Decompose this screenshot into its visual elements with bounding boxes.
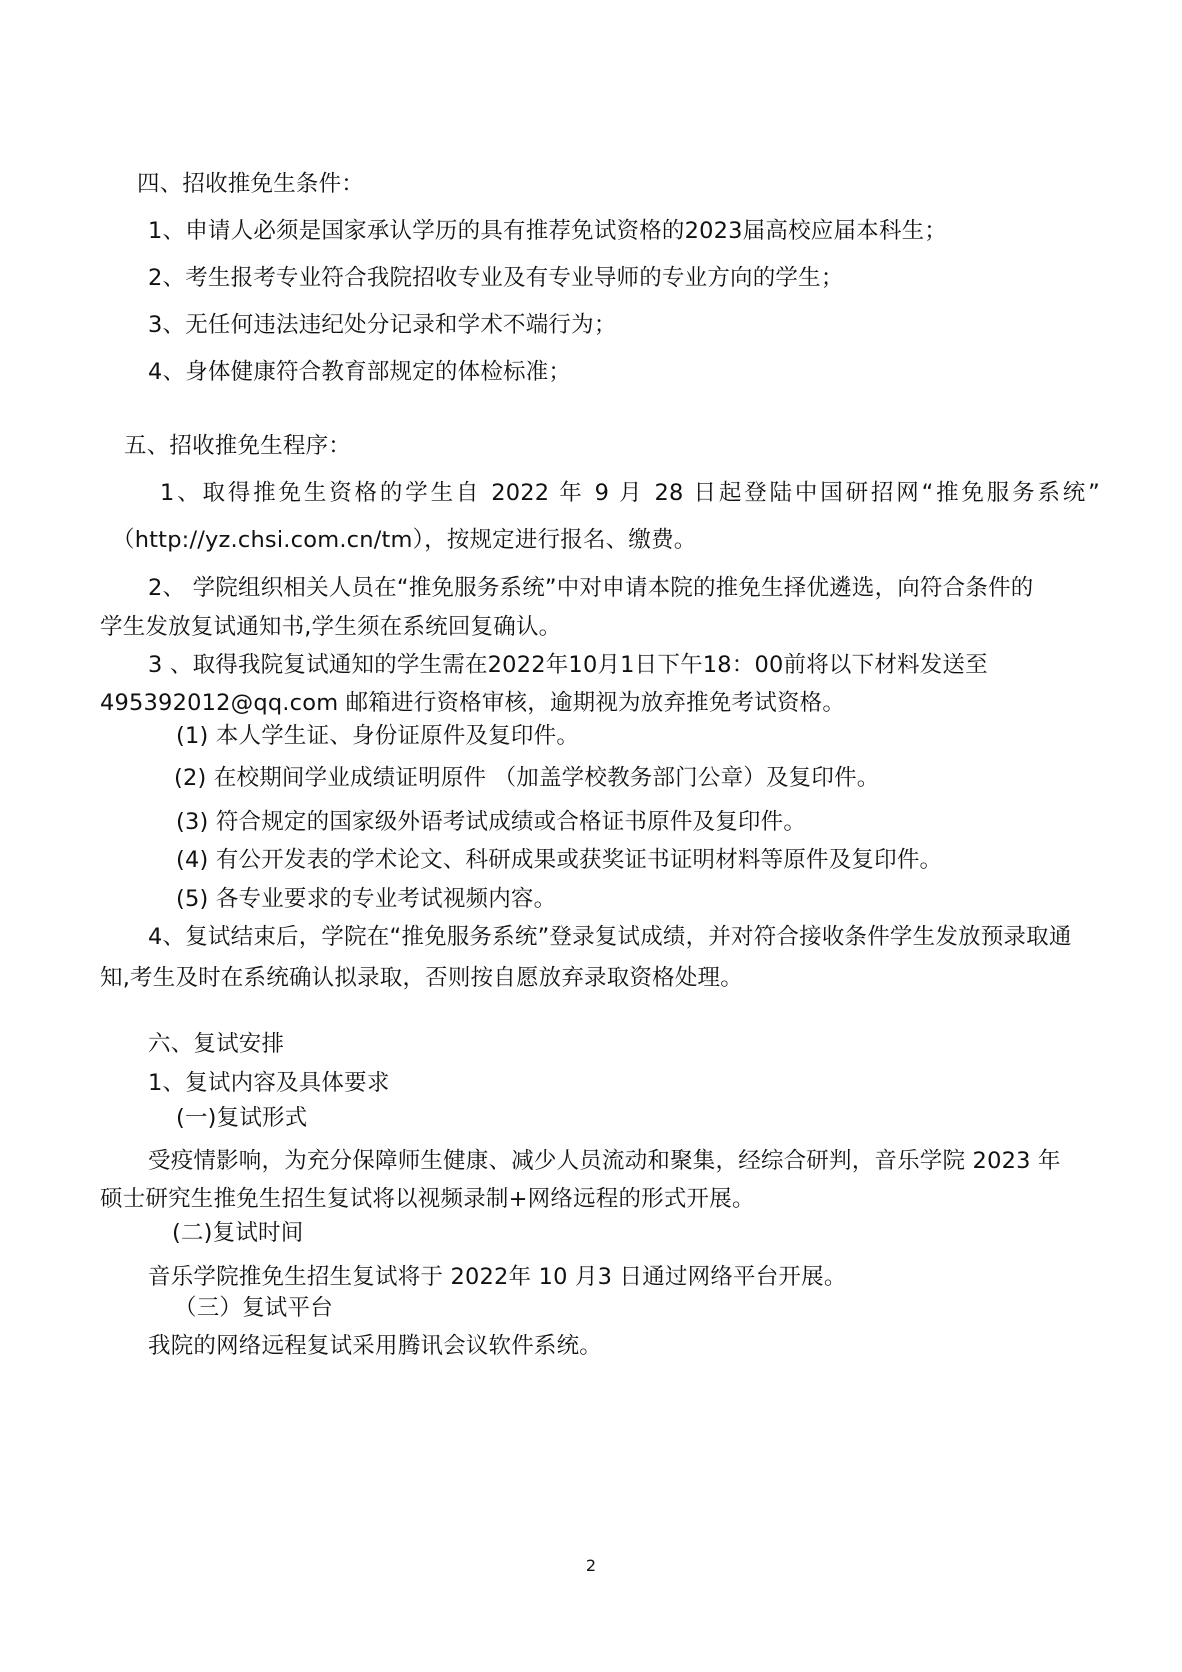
section-4-heading: 四、招收推免生条件： xyxy=(137,171,365,197)
section-4-item-1: 1、申请人必须是国家承认学历的具有推荐免试资格的2023届高校应届本科生； xyxy=(148,218,947,244)
review-time-text: 音乐学院推免生招生复试将于 2022年 10 月3 日通过网络平台开展。 xyxy=(148,1264,847,1290)
section-4-item-4: 4、身体健康符合教育部规定的体检标准； xyxy=(148,359,572,385)
step-3-line-2: 495392012@qq.com 邮箱进行资格审核，逾期视为放弃推免考试资格。 xyxy=(100,690,846,716)
step-2-line-2: 学生发放复试通知书,学生须在系统回复确认。 xyxy=(100,614,562,640)
material-item-5: (5) 各专业要求的专业考试视频内容。 xyxy=(176,886,557,912)
review-time-title: (二)复试时间 xyxy=(172,1220,304,1246)
section-6-heading: 六、复试安排 xyxy=(148,1031,285,1057)
review-form-line-1: 受疫情影响，为充分保障师生健康、减少人员流动和聚集，经综合研判，音乐学院 2023 年 xyxy=(148,1148,1061,1174)
step-3-line-1: 3 、取得我院复试通知的学生需在2022年10月1日下午18：00前将以下材料发送至 xyxy=(148,652,988,678)
review-form-title: (一)复试形式 xyxy=(176,1105,308,1131)
material-item-4: (4) 有公开发表的学术论文、科研成果或获奖证书证明材料等原件及复印件。 xyxy=(176,847,943,873)
step-1-line-2: （http://yz.chsi.com.cn/tm），按规定进行报名、缴费。 xyxy=(112,527,697,553)
material-item-1: (1) 本人学生证、身份证原件及复印件。 xyxy=(176,723,580,749)
section-4-item-3: 3、无任何违法违纪处分记录和学术不端行为； xyxy=(148,312,617,338)
section-5-heading: 五、招收推免生程序： xyxy=(124,433,352,459)
step-4-line-1: 4、复试结束后，学院在“推免服务系统”登录复试成绩，并对符合接收条件学生发放预录取通 xyxy=(148,924,1072,950)
review-platform-text: 我院的网络远程复试采用腾讯会议软件系统。 xyxy=(148,1333,603,1359)
section-6-sub-1: 1、复试内容及具体要求 xyxy=(148,1070,390,1096)
section-4-item-2: 2、考生报考专业符合我院招收专业及有专业导师的专业方向的学生； xyxy=(148,265,844,291)
material-item-3: (3) 符合规定的国家级外语考试成绩或合格证书原件及复印件。 xyxy=(176,809,807,835)
step-1-line-1: 1、取得推免生资格的学生自 2022 年 9 月 28 日起登陆中国研招网“推免服务系统” xyxy=(160,480,1100,506)
step-4-line-2: 知,考生及时在系统确认拟录取，否则按自愿放弃录取资格处理。 xyxy=(100,965,743,991)
review-platform-title: （三）复试平台 xyxy=(174,1295,333,1321)
material-item-2: (2) 在校期间学业成绩证明原件 （加盖学校教务部门公章）及复印件。 xyxy=(174,765,880,791)
review-form-line-2: 硕士研究生推免生招生复试将以视频录制+网络远程的形式开展。 xyxy=(100,1186,755,1212)
page-number: 2 xyxy=(585,1556,597,1575)
step-2-line-1: 2、 学院组织相关人员在“推免服务系统”中对申请本院的推免生择优遴选，向符合条件的 xyxy=(148,575,1034,601)
